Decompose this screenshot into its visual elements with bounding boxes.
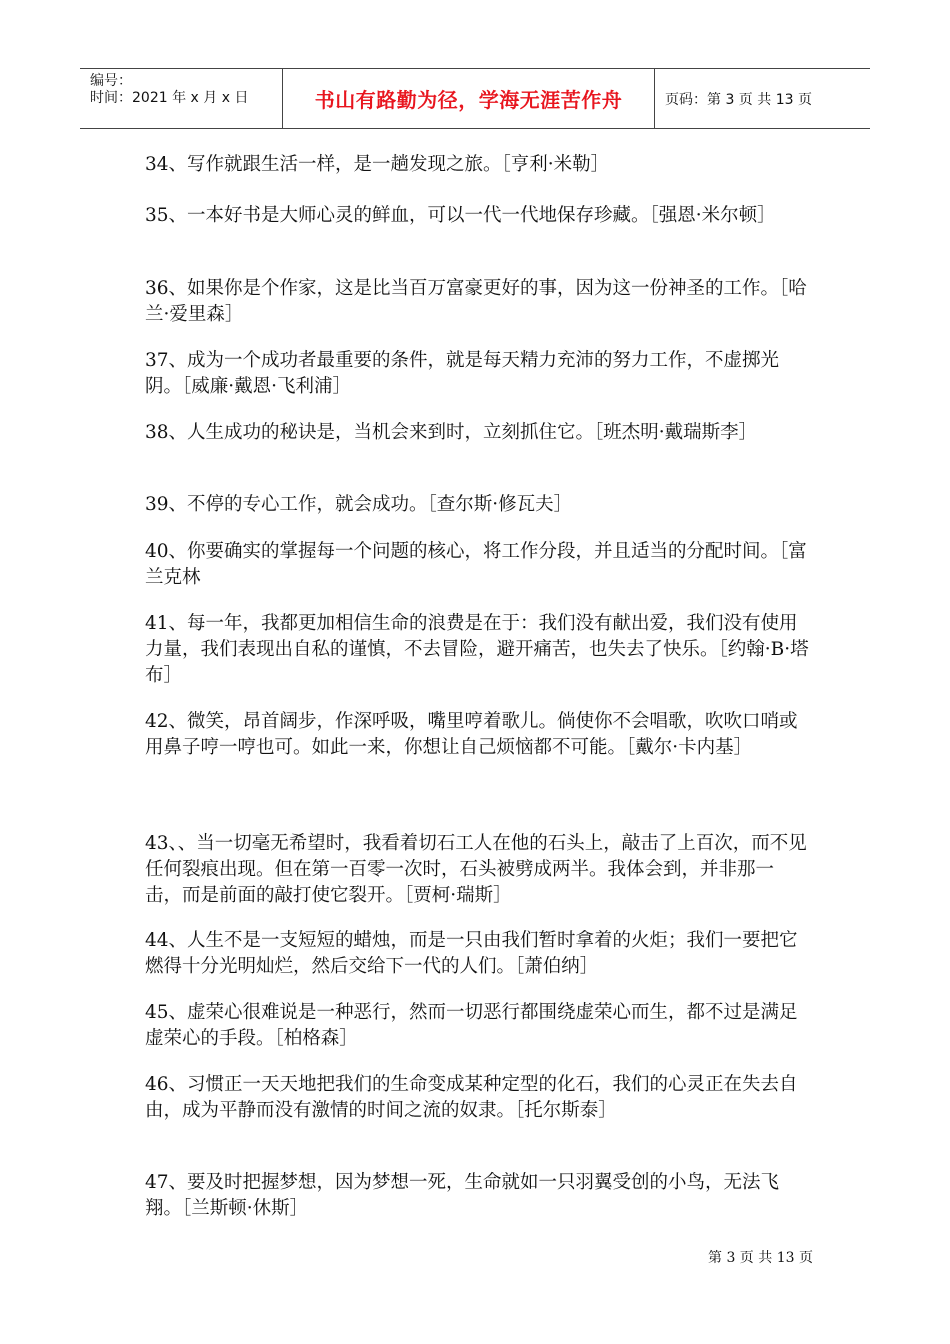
quote-47: 47、要及时把握梦想，因为梦想一死，生命就如一只羽翼受创的小鸟，无法飞翔。［兰斯顿·休斯］ [145,1172,780,1219]
quote-38: 38、人生成功的秘诀是，当机会来到时，立刻抓住它。［班杰明·戴瑞斯李］ [145,422,758,443]
header-page-info: 页码：第 3 页 共 13 页 [665,91,812,108]
quote-39: 39、不停的专心工作，就会成功。［查尔斯·修瓦夫］ [145,494,573,515]
quote-44: 44、人生不是一支短短的蜡烛，而是一只由我们暂时拿着的火炬；我们一要把它燃得十分光明灿烂，然后交给下一代的人们。［萧伯纳］ [145,930,798,977]
quote-40: 40、你要确实的掌握每一个问题的核心，将工作分段，并且适当的分配时间。［富兰克林 [145,541,807,588]
quote-36: 36、如果你是个作家，这是比当百万富豪更好的事，因为这一份神圣的工作。［哈兰·爱里森］ [145,278,807,325]
quote-34: 34、写作就跟生活一样，是一趟发现之旅。［亨利·米勒］ [145,154,610,175]
quote-45: 45、虚荣心很难说是一种恶行，然而一切恶行都围绕虚荣心而生，都不过是满足虚荣心的手段。［柏格森］ [145,1002,798,1049]
header-motto: 书山有路勤为径，学海无涯苦作舟 [283,69,655,128]
document-date-label: 时间：2021 年 x 月 x 日 [90,90,249,106]
header-table [80,68,870,129]
page-footer: 第 3 页 共 13 页 [708,1250,813,1266]
quote-42: 42、微笑，昂首阔步，作深呼吸，嘴里哼着歌儿。倘使你不会唱歌，吹吹口哨或用鼻子哼一哼也可。如此一来，你想让自己烦恼都不可能。［戴尔·卡内基］ [145,711,798,758]
quote-35: 35、一本好书是大师心灵的鲜血，可以一代一代地保存珍藏。［强恩·米尔顿］ [145,205,776,226]
document-number-label: 编号： [90,73,132,89]
header-meta-cell [80,69,283,128]
quote-41: 41、每一年，我都更加相信生命的浪费是在于：我们没有献出爱，我们没有使用力量，我们表现出自私的谨慎，不去冒险，避开痛苦，也失去了快乐。［约翰·B·塔布］ [145,613,809,686]
quote-46: 46、习惯正一天天地把我们的生命变成某种定型的化石，我们的心灵正在失去自由，成为平静而没有激情的时间之流的奴隶。［托尔斯泰］ [145,1074,798,1121]
quote-43: 43、、当一切毫无希望时，我看着切石工人在他的石头上，敲击了上百次，而不见任何裂痕出现。但在第一百零一次时，石头被劈成两半。我体会到，并非那一击，而是前面的敲打使它裂开。［贾柯·瑞斯］ [145,833,807,906]
quote-37: 37、成为一个成功者最重要的条件，就是每天精力充沛的努力工作，不虚掷光阴。［威廉·戴恩·飞利浦］ [145,350,780,397]
